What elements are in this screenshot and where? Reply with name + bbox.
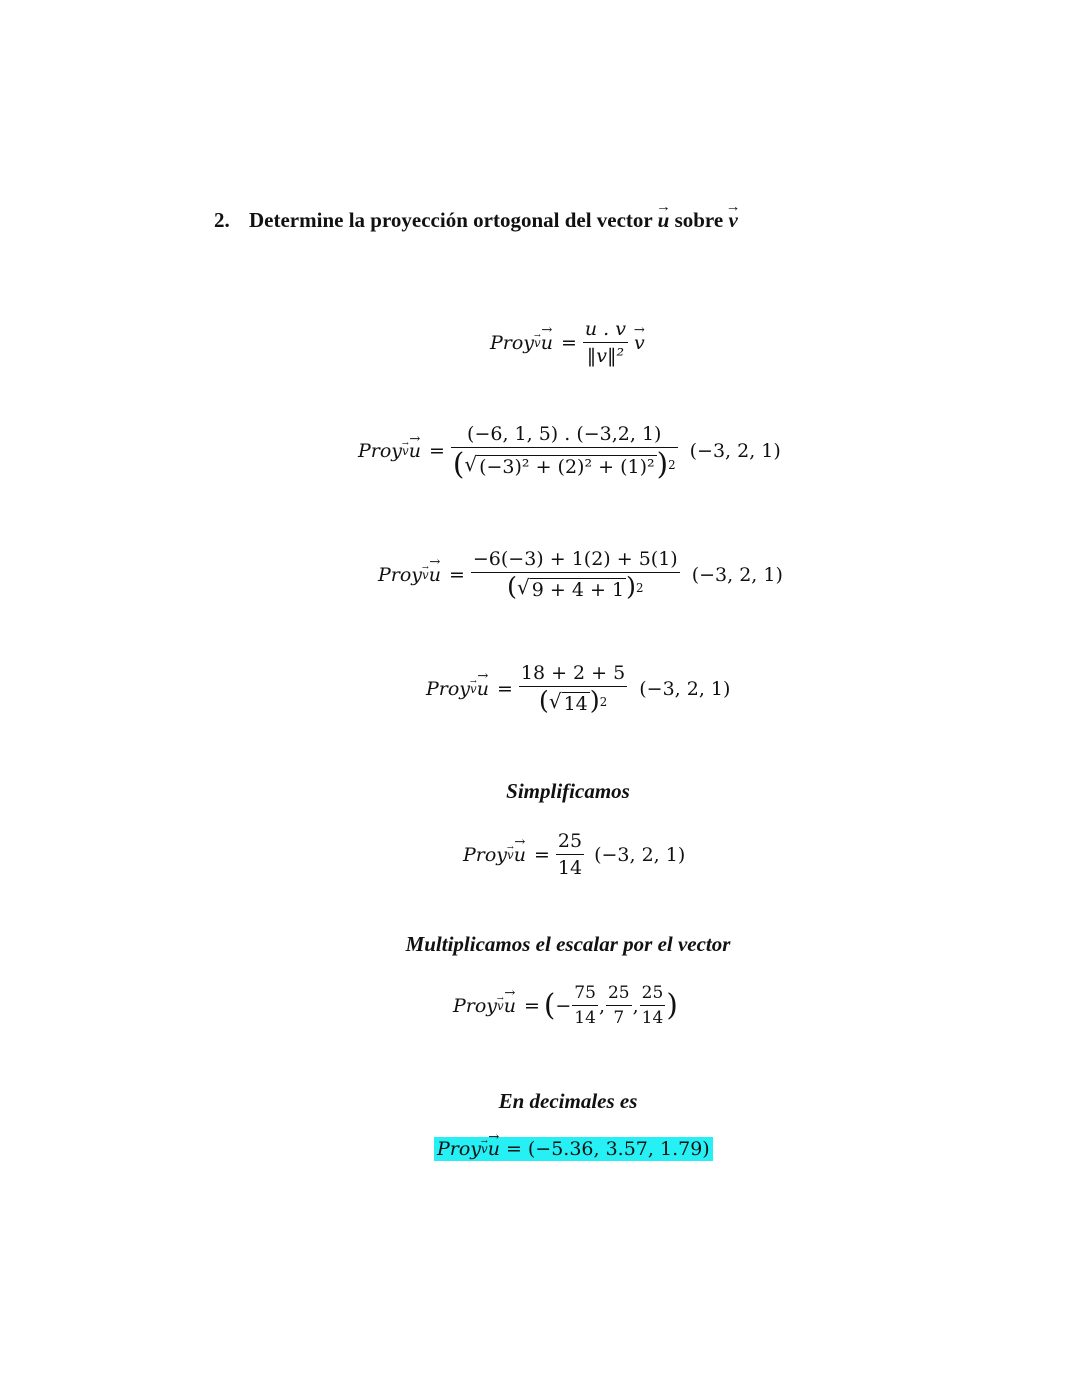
sub-v: → v [402,444,409,458]
proy-u: → u [504,995,516,1017]
formula-fraction [583,318,628,367]
proy-label: Proy [463,843,508,866]
denominator-y: 7 [613,1008,625,1028]
vector-u: → u [658,208,670,233]
fraction-expanded: −6(−3) + 1(2) + 5(1) ( √ 9 + 4 + 1 ) 2 [472,548,678,603]
numerator-summed: 18 + 2 + 5 [520,662,626,684]
vector-v-values: (−3, 2, 1) [639,677,731,700]
proy-label: Proy [358,440,403,463]
denominator-simplified: 14 [557,857,583,879]
numerator-expanded: −6(−3) + 1(2) + 5(1) [472,548,678,570]
proy-u: → u [541,332,553,354]
problem-text: Determine la proyección ortogonal del vector [249,208,653,232]
proy-label: Proy [453,994,498,1017]
proy-u: → u [488,1138,500,1160]
proy-label: Proy [426,677,471,700]
equation-substitution: Proy → v → u = (−6, 1, 5) . (−3,2, 1) ( √ (−3)² + (2)² + (1)² ) 2 (−3, 2, 1) [358,423,781,479]
proy-label: Proy [378,563,423,586]
vector-v-values: (−3, 2, 1) [594,843,686,866]
numerator-y: 25 [607,983,630,1003]
proy-label: Proy [437,1138,482,1160]
numerator-z: 25 [641,983,664,1003]
proy-u: → u [409,440,421,462]
fraction-z [640,983,666,1028]
exponent: 2 [668,457,676,472]
problem-sobre: sobre [674,208,724,232]
fraction-x [572,983,598,1028]
problem-heading [214,208,738,233]
denominator-z: 14 [641,1008,664,1028]
equation-vector-result: Proy → v → u = ( − $\frac{75}{14}$ , $\frac{25}{7}$ , $\frac{25}{14}$ ) [453,983,678,1028]
proy-label: Proy [490,331,535,354]
sub-v: → v [497,999,504,1013]
label-multiply: Multiplicamos el escalar por el vector [405,932,731,956]
vector-v: → v [728,208,737,233]
label-decimals: En decimales es [498,1089,638,1113]
exponent: 2 [636,581,644,595]
fraction-y [606,983,632,1028]
numerator-substitution: (−6, 1, 5) . (−3,2, 1) [467,423,662,445]
fraction-substitution: (−6, 1, 5) . (−3,2, 1) ( √ (−3)² + (2)² + (1)² ) 2 [452,423,676,481]
proy-u: → u [429,564,441,586]
formula-tail-v: → v [634,332,645,354]
fraction-summed: 18 + 2 + 5 ( √ 14 ) 2 [520,662,626,717]
problem-number: 2. [214,208,230,232]
final-result-values: (−5.36, 3.57, 1.79) [527,1138,710,1160]
minus-sign: − [555,994,572,1017]
sub-v: → v [422,568,429,582]
equation-simplified: Proy → v → u = $\frac{25}{14}$ (−3, 2, 1) [463,830,685,879]
numerator-x: 75 [574,983,596,1003]
final-result: Proy → v → u = (−5.36, 3.57, 1.79) [434,1137,713,1161]
radicand-substitution: (−3)² + (2)² + (1)² [479,455,655,478]
denominator-x: 14 [574,1008,596,1028]
proy-u: → u [514,844,526,866]
radicand-summed: 14 [563,693,588,715]
vector-v-values: (−3, 2, 1) [689,440,781,463]
sub-v: → v [507,848,514,862]
formula-numerator: u . v [584,318,626,340]
fraction-simplified [556,830,584,879]
formula-denominator: ‖v‖² [586,345,625,367]
proy-u: → u [477,678,489,700]
sub-v: → v [481,1142,488,1156]
exponent: 2 [599,695,608,709]
sub-v: → v [470,682,477,696]
numerator-simplified: 25 [557,830,583,852]
equation-expanded: Proy → v → u = −6(−3) + 1(2) + 5(1) ( √ 9 + 4 + 1 ) 2 (−3, 2, 1) [378,548,783,601]
equation-summed: Proy → v → u = 18 + 2 + 5 ( √ 14 ) 2 (−3, 2, 1) [426,662,730,715]
sub-v: → v [534,336,541,350]
radicand-expanded: 9 + 4 + 1 [531,579,625,601]
formula-projection: Proy → v → u = $\frac{u . v}{\text{‖v‖²}}$ → v [490,318,645,367]
label-simplify: Simplificamos [506,779,630,803]
vector-v-values: (−3, 2, 1) [691,563,783,586]
